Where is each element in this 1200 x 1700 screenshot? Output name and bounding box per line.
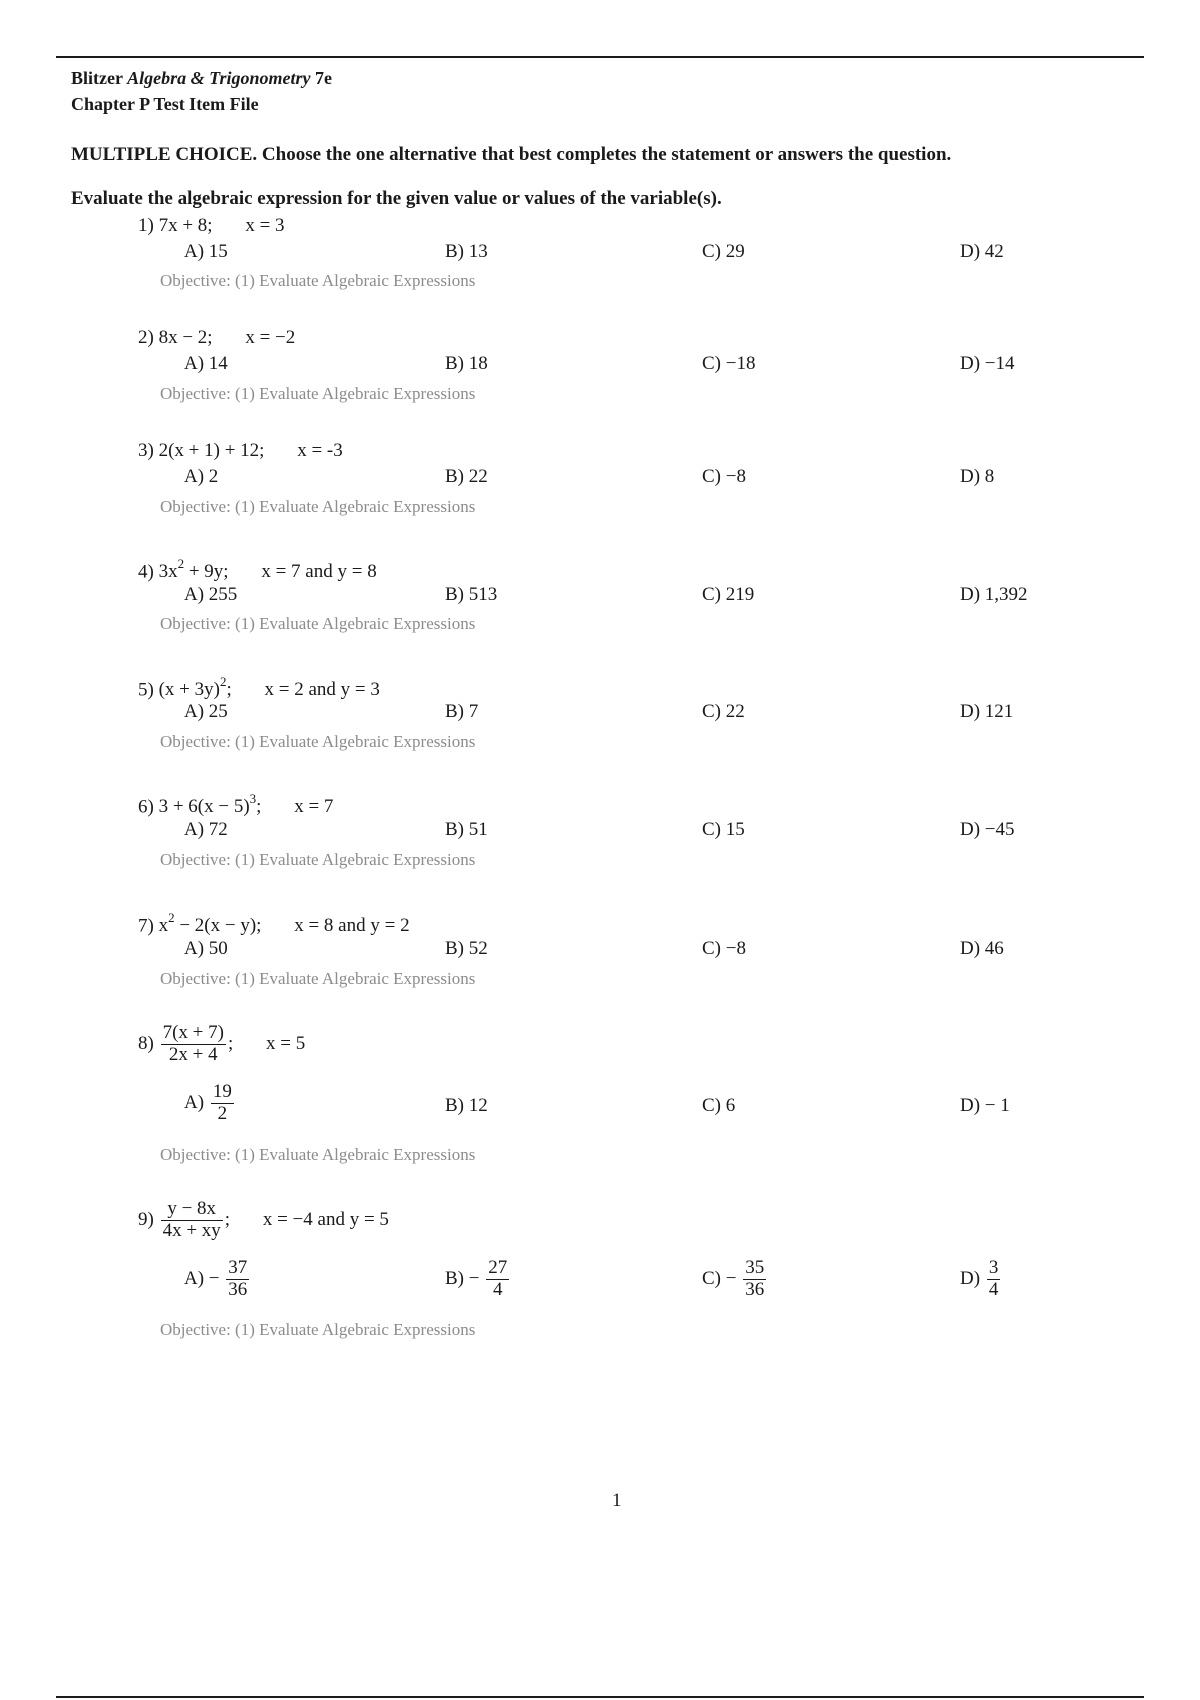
option-d[interactable]: D) 42 — [960, 241, 1004, 262]
fraction-numerator: y − 8x — [161, 1199, 223, 1221]
fraction-numerator: 35 — [745, 1257, 765, 1278]
option-d[interactable]: D) 1,392 — [960, 584, 1028, 605]
objective-text: Objective: (1) Evaluate Algebraic Expressions — [160, 1320, 476, 1339]
option-b[interactable]: B) 12 — [445, 1095, 488, 1116]
fraction-denominator: 2x + 4 — [168, 1043, 218, 1065]
option-b[interactable]: B) 18 — [445, 353, 488, 374]
option-a[interactable]: A) 2 — [184, 466, 219, 487]
edition: 7e — [315, 68, 332, 88]
option-a[interactable]: A) 14 — [184, 353, 228, 374]
question-1 — [138, 215, 285, 237]
question-expression — [158, 556, 229, 583]
option-b[interactable]: B) 513 — [445, 584, 498, 605]
fraction-denominator: 2 — [217, 1102, 228, 1124]
expression-base: (x + 3y) — [158, 679, 220, 701]
option-b[interactable]: B) 51 — [445, 819, 488, 840]
question-4 — [138, 558, 377, 583]
question-given: x = -3 — [297, 440, 343, 461]
top-rule — [56, 56, 1144, 58]
question-expression — [158, 674, 232, 701]
question-fraction — [161, 1023, 226, 1066]
expression-base: 3 + 6(x − 5) — [158, 796, 250, 818]
expression-exponent: 2 — [219, 674, 227, 689]
objective-text: Objective: (1) Evaluate Algebraic Expressions — [160, 497, 476, 516]
fraction-denominator: 4 — [988, 1278, 999, 1300]
option-a[interactable]: A) 72 — [184, 819, 228, 840]
option-a[interactable] — [184, 1082, 236, 1125]
option-c[interactable]: C) 15 — [702, 819, 745, 840]
option-fraction — [211, 1082, 234, 1125]
option-c[interactable]: C) 6 — [702, 1095, 736, 1116]
question-given: x = 7 — [294, 796, 334, 818]
question-number: 6) — [138, 796, 154, 818]
question-number: 8) — [138, 1032, 154, 1054]
question-number: 3) — [138, 440, 154, 461]
book-title: Algebra & Trigonometry — [127, 68, 311, 88]
question-number: 1) — [138, 215, 154, 236]
question-8 — [138, 1023, 305, 1066]
option-b[interactable]: B) 22 — [445, 466, 488, 487]
expression-exponent: 3 — [249, 791, 257, 806]
option-fraction — [226, 1258, 249, 1301]
option-prefix: A) − — [184, 1267, 220, 1289]
fraction-numerator: 19 — [212, 1081, 232, 1102]
objective-text: Objective: (1) Evaluate Algebraic Expressions — [160, 850, 476, 869]
question-5 — [138, 676, 380, 701]
question-2 — [138, 327, 295, 349]
question-number: 7) — [138, 915, 154, 937]
fraction-numerator: 7(x + 7) — [162, 1022, 224, 1043]
option-b[interactable]: B) 13 — [445, 241, 488, 262]
question-expression — [158, 910, 262, 937]
expression-rest: + 9y; — [184, 561, 229, 583]
option-d[interactable]: D) 46 — [960, 938, 1004, 959]
bottom-rule — [56, 1696, 1144, 1698]
option-d[interactable]: D) −14 — [960, 353, 1015, 374]
question-9 — [138, 1199, 389, 1242]
expression-exponent: 2 — [177, 556, 185, 571]
question-number: 9) — [138, 1208, 154, 1230]
fraction-tail: ; — [224, 1208, 231, 1230]
option-c[interactable]: C) 219 — [702, 584, 755, 605]
question-3 — [138, 440, 343, 462]
option-a[interactable] — [184, 1258, 251, 1301]
objective-text: Objective: (1) Evaluate Algebraic Expressions — [160, 384, 476, 403]
question-given: x = −2 — [245, 327, 296, 348]
question-expression — [158, 791, 262, 818]
option-fraction — [486, 1258, 509, 1301]
option-b[interactable]: B) 52 — [445, 938, 488, 959]
question-6 — [138, 793, 333, 818]
fraction-denominator: 36 — [745, 1278, 765, 1300]
expression-base: x — [158, 915, 169, 937]
option-c[interactable]: C) 22 — [702, 701, 745, 722]
expression-exponent: 2 — [168, 910, 175, 925]
option-c[interactable]: C) −8 — [702, 938, 746, 959]
option-c[interactable]: C) −8 — [702, 466, 746, 487]
expression-rest: − 2(x − y); — [174, 915, 262, 937]
objective-text: Objective: (1) Evaluate Algebraic Expressions — [160, 732, 476, 751]
fraction-denominator: 36 — [228, 1278, 248, 1300]
directions: Evaluate the algebraic expression for the given value or values of the variable(s). — [71, 188, 722, 209]
expression-rest: ; — [226, 679, 232, 701]
option-d[interactable] — [960, 1258, 1002, 1301]
option-b[interactable]: B) 7 — [445, 701, 479, 722]
option-a[interactable]: A) 15 — [184, 241, 228, 262]
objective-text: Objective: (1) Evaluate Algebraic Expressions — [160, 1145, 476, 1164]
fraction-tail: ; — [227, 1032, 234, 1054]
fraction-denominator: 4 — [492, 1278, 503, 1300]
option-prefix: B) − — [445, 1267, 480, 1289]
question-number: 4) — [138, 561, 154, 583]
question-number: 2) — [138, 327, 154, 348]
option-a[interactable]: A) 25 — [184, 701, 228, 722]
question-7 — [138, 912, 410, 937]
question-expression: 2(x + 1) + 12; — [158, 440, 265, 461]
option-fraction — [743, 1258, 766, 1301]
book-header — [71, 68, 332, 89]
question-given: x = −4 and y = 5 — [262, 1208, 389, 1230]
expression-base: 3x — [158, 561, 178, 583]
objective-text: Objective: (1) Evaluate Algebraic Expressions — [160, 271, 476, 290]
objective-text: Objective: (1) Evaluate Algebraic Expressions — [160, 614, 476, 633]
option-fraction — [987, 1258, 1001, 1301]
option-d[interactable]: D) 8 — [960, 466, 995, 487]
question-expression: 7x + 8; — [158, 215, 213, 236]
option-prefix: A) — [184, 1091, 205, 1113]
fraction-numerator: 3 — [988, 1257, 999, 1278]
fraction-denominator: 4x + xy — [162, 1219, 221, 1241]
option-prefix: D) — [960, 1267, 981, 1289]
fraction-numerator: 37 — [228, 1257, 248, 1278]
option-c[interactable] — [702, 1258, 768, 1301]
page-number: 1 — [612, 1490, 622, 1511]
option-d[interactable]: D) 121 — [960, 701, 1014, 722]
section-title: MULTIPLE CHOICE. Choose the one alternative that best completes the statement or answers the question. — [71, 144, 952, 165]
expression-rest: ; — [256, 796, 262, 818]
question-fraction — [161, 1199, 223, 1242]
question-given: x = 3 — [245, 215, 285, 236]
question-given: x = 8 and y = 2 — [294, 915, 410, 937]
option-c[interactable]: C) 29 — [702, 241, 745, 262]
objective-text: Objective: (1) Evaluate Algebraic Expressions — [160, 969, 476, 988]
author: Blitzer — [71, 68, 123, 88]
question-expression: 8x − 2; — [158, 327, 213, 348]
question-given: x = 7 and y = 8 — [261, 561, 377, 583]
chapter-title: Chapter P Test Item File — [71, 94, 259, 114]
option-c[interactable]: C) −18 — [702, 353, 756, 374]
question-given: x = 5 — [265, 1032, 306, 1054]
option-d[interactable]: D) −45 — [960, 819, 1015, 840]
option-a[interactable]: A) 50 — [184, 938, 228, 959]
question-number: 5) — [138, 679, 154, 701]
option-d[interactable]: D) − 1 — [960, 1095, 1010, 1116]
option-a[interactable]: A) 255 — [184, 584, 238, 605]
fraction-numerator: 27 — [488, 1257, 508, 1278]
option-prefix: C) − — [702, 1267, 737, 1289]
option-b[interactable] — [445, 1258, 511, 1301]
question-given: x = 2 and y = 3 — [264, 679, 380, 701]
